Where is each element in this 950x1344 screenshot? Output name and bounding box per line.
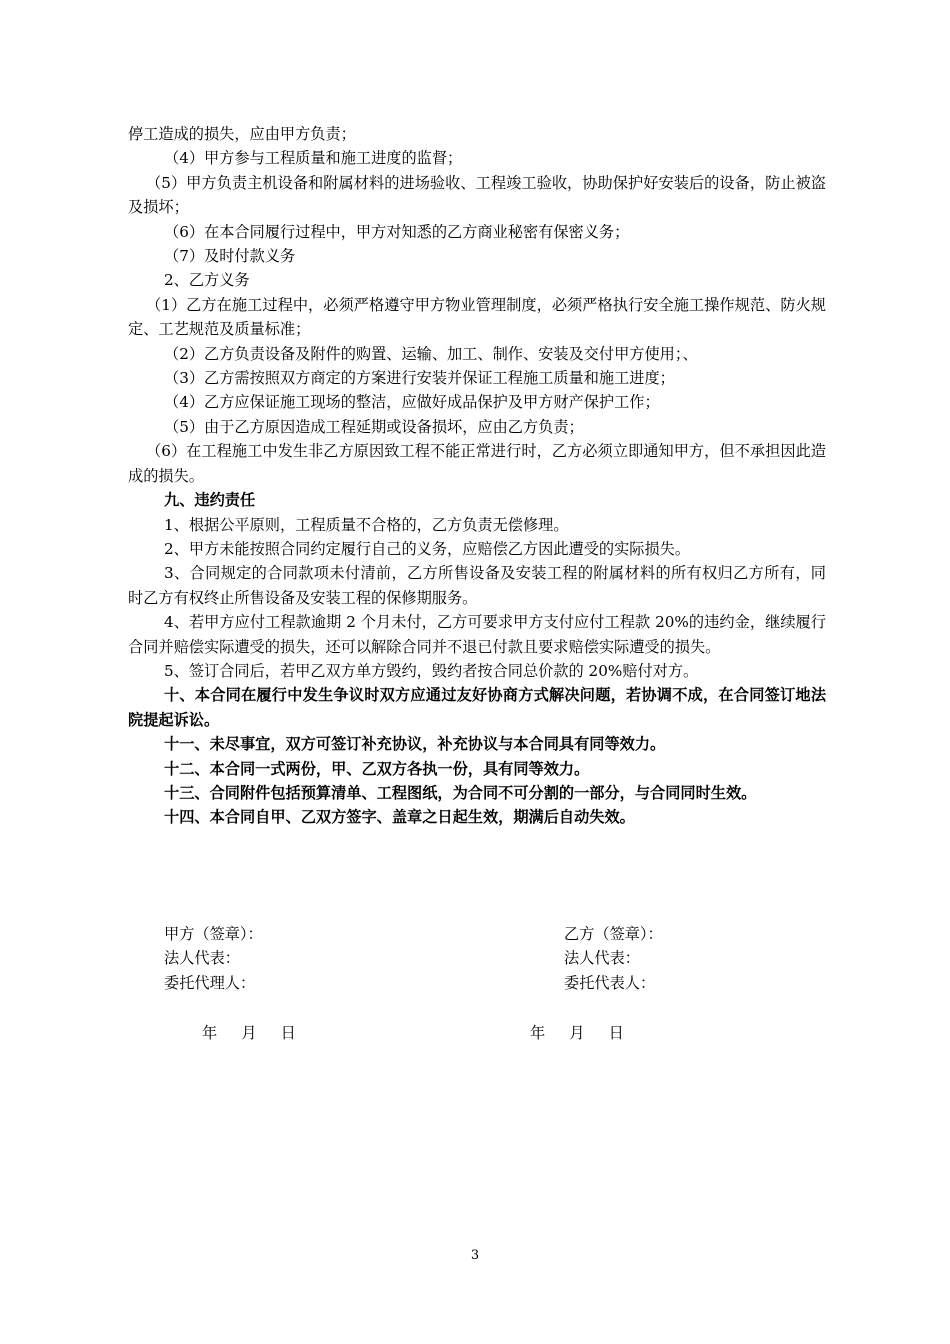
paragraph: （7）及时付款义务 bbox=[164, 247, 296, 266]
party-a-signature-block bbox=[164, 922, 464, 995]
paragraph: （3）乙方需按照双方商定的方案进行安装并保证工程施工质量和施工进度； bbox=[164, 369, 675, 388]
party-b-legal-rep-label: 法人代表： bbox=[564, 949, 640, 968]
clause-bold: 十三、合同附件包括预算清单、工程图纸，为合同不可分割的一部分，与合同同时生效。 bbox=[164, 783, 757, 802]
paragraph: 5、签订合同后，若甲乙双方单方毁约，毁约者按合同总价款的 20%赔付对方。 bbox=[164, 661, 699, 680]
paragraph: （6）在工程施工中发生非乙方原因致工程不能正常进行时，乙方必须立即通知甲方，但不承担因此造成的损失。 bbox=[128, 442, 826, 485]
party-a-date: 年 月 日 bbox=[202, 1024, 296, 1042]
party-b-date: 年 月 日 bbox=[530, 1024, 624, 1042]
paragraph: （2）乙方负责设备及附件的购置、运输、加工、制作、安装及交付甲方使用；、 bbox=[164, 344, 698, 363]
paragraph: （4）乙方应保证施工现场的整洁，应做好成品保护及甲方财产保护工作； bbox=[164, 393, 660, 412]
party-a-sign-label: 甲方（签章）： bbox=[164, 925, 263, 943]
paragraph: （1）乙方在施工过程中，必须严格遵守甲方物业管理制度，必须严格执行安全施工操作规范、防火规定、工艺规范及质量标准； bbox=[128, 295, 826, 339]
party-b-signature-block bbox=[564, 922, 864, 995]
paragraph: 2、乙方义务 bbox=[164, 271, 250, 290]
clause-bold: 十一、未尽事宜，双方可签订补充协议，补充协议与本合同具有同等效力。 bbox=[164, 735, 666, 754]
clause-bold: 十二、本合同一式两份，甲、乙双方各执一份，具有同等效力。 bbox=[164, 759, 590, 778]
party-a-agent-label: 委托代理人： bbox=[164, 973, 256, 992]
paragraph: （6）在本合同履行过程中，甲方对知悉的乙方商业秘密有保密义务； bbox=[164, 222, 630, 241]
party-b-sign-label: 乙方（签章）： bbox=[564, 925, 663, 943]
clause-bold: 十、本合同在履行中发生争议时双方应通过友好协商方式解决问题，若协调不成，在合同签订地法院提起诉讼。 bbox=[128, 686, 826, 729]
contract-body bbox=[128, 122, 826, 830]
paragraph: （4）甲方参与工程质量和施工进度的监督； bbox=[164, 149, 463, 168]
paragraph: 3、合同规定的合同款项未付清前，乙方所售设备及安装工程的附属材料的所有权归乙方所有，同时乙方有权终止所售设备及安装工程的保修期服务。 bbox=[128, 564, 826, 607]
clause-bold: 十四、本合同自甲、乙双方签字、盖章之日起生效，期满后自动失效。 bbox=[164, 808, 635, 827]
party-a-legal-rep-label: 法人代表： bbox=[164, 949, 240, 968]
paragraph: （5）甲方负责主机设备和附属材料的进场验收、工程竣工验收，协助保护好安装后的设备，防止被盗及损坏； bbox=[128, 173, 826, 217]
page-number: 3 bbox=[470, 1248, 480, 1263]
paragraph: 2、甲方未能按照合同约定履行自己的义务，应赔偿乙方因此遭受的实际损失。 bbox=[164, 539, 691, 558]
party-b-agent-label: 委托代表人： bbox=[564, 973, 656, 992]
section-heading: 九、违约责任 bbox=[164, 491, 256, 510]
paragraph: 4、若甲方应付工程款逾期 2 个月未付，乙方可要求甲方支付应付工程款 20%的违约金，继续履行合同并赔偿实际遭受的损失，还可以解除合同并不退已付款且要求赔偿实际遭受的损失。 bbox=[128, 613, 826, 656]
paragraph: 停工造成的损失，应由甲方负责； bbox=[128, 125, 356, 143]
paragraph: （5）由于乙方原因造成工程延期或设备损坏，应由乙方负责； bbox=[164, 417, 584, 436]
paragraph: 1、根据公平原则，工程质量不合格的，乙方负责无偿修理。 bbox=[164, 515, 569, 534]
